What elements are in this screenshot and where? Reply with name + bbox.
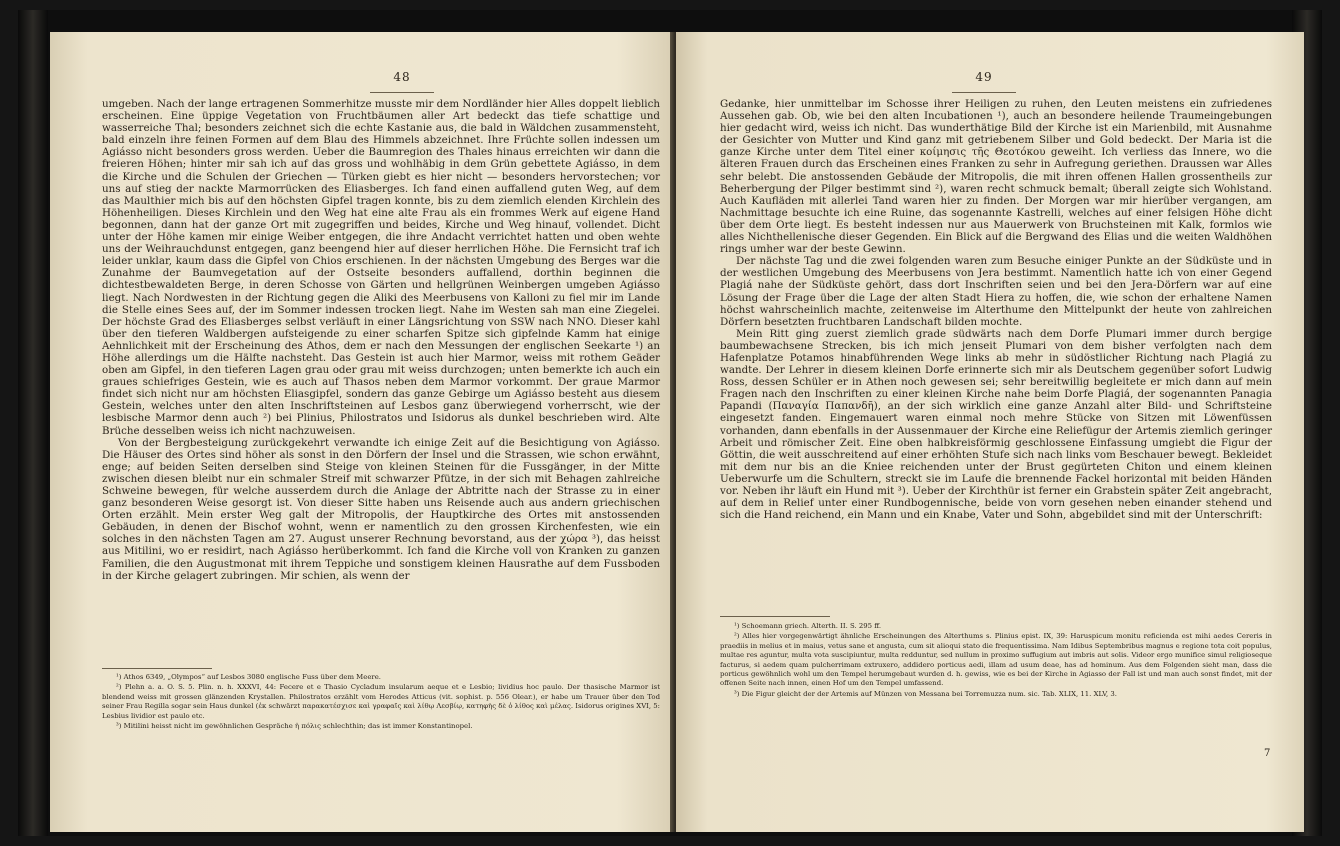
paragraph: Gedanke, hier unmittelbar im Schosse ihrer Heiligen zu ruhen, den Leuten meistens ein zufriedenes Aussehen gab. Ob, wie bei den alten Incubationen ¹), auch an besondere heilende Traumeingebungen hier gedacht wird, weiss ich nicht. Das wunderthätige Bild der Kirche ist ein Marienbild, mit Ausnahme der Gesichter von Mutter und Kind ganz mit getriebenem Silber und Gold bedeckt. Der Maria ist die ganze Kirche unter dem Titel einer κοίμησις τῆς Θεοτόκου geweiht. Ich verliess das Innere, wo die älteren Frauen durch das Erscheinen eines Franken zu sehr in Aufregung geriethen. Draussen war Alles sehr belebt. Die anstossenden Gebäude der Mitropolis, die mit ihren offenen Hallen grossentheils zur Beherbergung der Pilger bestimmt sind ²), waren recht schmuck bemalt; überall zeigte sich Wohlstand. Auch Kaufläden mit allerlei Tand waren hier zu finden. Der Morgen war mir hierüber vergangen, am Nachmittage besuchte ich eine Ruine, das sogenannte Kastrelli, welches auf einer felsigen Höhe dicht über dem Orte liegt. Es besteht indessen nur aus Mauerwerk von Bruchsteinen mit Kalk, formlos wie alles Nichthellenische dieser Gegenden. Ein Blick auf die Bergwand des Elias und die weiten Waldhöhen rings umher war der beste Gewinn.: [720, 98, 1272, 256]
body-text: [720, 98, 1272, 521]
page-number: 49: [975, 70, 993, 84]
footnotes: [720, 622, 1272, 700]
footnotes: [102, 673, 660, 732]
paragraph: Von der Bergbesteigung zurückgekehrt verwandte ich einige Zeit auf die Besichtigung von Agiásso. Die Häuser des Ortes sind höher als sonst in den Dörfern der Insel und die Strassen, wie schon erwähnt, enge; auf beiden Seiten derselben sind Steige von kleinen Steinen für die Fussgänger, in der Mitte zwischen diesen bleibt nur ein schmaler Streif mit schwarzer Pfütze, in der sich mit Behagen zahlreiche Schweine bewegen, für welche ausserdem durch die Anlage der Abtritte nach der Strasse zu in einer ganz besonderen Weise gesorgt ist. Von dieser Sitte haben uns Reisende auch aus andern griechischen Orten erzählt. Mein erster Weg galt der Mitropolis, der Hauptkirche des Ortes mit anstossenden Gebäuden, in denen der Bischof wohnt, wenn er namentlich zu den grossen Kirchenfesten, wie ein solches in den nächsten Tagen am 27. August unserer Rechnung bevorstand, aus der χώρα ³), das heisst aus Mitilini, wo er residirt, nach Agiásso herüberkommt. Ich fand die Kirche voll von Kranken zu ganzen Familien, die den Augustmonat mit ihrem Teppiche und sonstigem kleinen Hausrathe auf dem Fussboden in der Kirche gelagert zubringen. Mir schien, als wenn der: [102, 436, 660, 582]
book-spread: [18, 10, 1322, 836]
paragraph: Der nächste Tag und die zwei folgenden waren zum Besuche einiger Punkte an der Südküste und in der westlichen Umgebung des Meerbusens von Jera bestimmt. Namentlich hatte ich von einer Gegend Plagiá nahe der Südküste gehört, dass dort Inschriften seien und bei den Jera-Dörfern war auf eine Lösung der Frage über die Lage der alten Stadt Hiera zu hoffen, die, wie schon der erhaltene Namen höchst wahrscheinlich machte, zeitenweise im Alterthume den Mittelpunkt der heute von zahlreichen Dörfern besetzten fruchtbaren Landschaft bilden mochte.: [720, 255, 1272, 328]
footnote: ²) Plehn a. a. O. S. 5. Plin. n. h. XXXVI, 44: Fecere et e Thasio Cycladum insularum aeque et e Lesbio; lividius hoc paulo. Der thasische Marmor ist blendend weiss mit grossen glänzenden Krystallen. Philostratos erzählt vom Herodes Atticus (vit. sophist. p. 556 Olear.), er habe um Trauer über den Tod seiner Frau Regilla sogar sein Haus dunkel (ἐκ schwärzt παρακατέσχισε καὶ γραφαῖς καὶ λίθῳ Λεσβίῳ, κατηφὴς δὲ ὁ λίθος καὶ μέλας. Isidorus origines XVI, 5: Lesbius lividior est paulo etc.: [102, 683, 660, 720]
footnote: ²) Alles hier vorgegenwärtigt ähnliche Erscheinungen des Alterthums s. Plinius epist. IX, 39: Haruspicum monitu reficienda est mihi aedes Cereris in praediis in melius et in maius, vetus sane et angusta, cum sit alioqui stato die frequentissima. Nam Idibus Septembribus magnus e regione tota coit populus, multae res aguntur, multa vota suscipiuntur, multa redduntur, sed nullum in proximo suffugium aut imbris aut solis. Videor ergo munifice simul religioseque facturus, si aedem quam pulcherrimam extruxero, addidero porticus aedi, illam ad usum deae, has ad hominum. Aus dem Folgenden sieht man, dass die porticus gewöhnlich wohl um den Tempel herumgebaut wurden d. h. gewiss, wie es bei der Kirche in Agiasso der Fall ist und man auch sonst findet, mit der offenen Seite nach innen, einen Hof um den Tempel umfassend.: [720, 632, 1272, 688]
body-text: [102, 98, 660, 582]
paragraph: Mein Ritt ging zuerst ziemlich grade südwärts nach dem Dorfe Plumari immer durch bergige baumbewachsene Strecken, bis ich mich jenseit Plumari von dem bisher verfolgten nach dem Hafenplatze Potamos hinabführenden Wege links ab mehr in südöstlicher Richtung nach Plagiá zu wandte. Der Lehrer in diesem kleinen Dorfe erinnerte sich mir als Deutschem gegenüber sofort Ludwig Ross, dessen Schüler er in Athen noch gewesen sei; sehr bereitwillig begleitete er mich dann auf mein Fragen nach den Inschriften zu einer kleinen Kirche nahe beim Dorfe Plagiá, der sogenannten Panagia Papandi (Παναγία Παπανδῆ), an der sich wirklich eine ganze Anzahl alter Bild- und Schriftsteine eingesetzt fanden. Eingemauert waren einmal noch mehre Stücke von Sitzen mit Löwenfüssen vorhanden, dann ebenfalls in der Aussenmauer der Kirche eine Reliefügur der Artemis ziemlich geringer Arbeit und römischer Zeit. Eine oben halbkreisförmig geschlossene Einfassung umgiebt die Figur der Göttin, die weit ausschreitend auf einer erhöhten Stufe sich nach links vom Beschauer bewegt. Bekleidet mit dem nur bis an die Kniee reichenden unter der Brust gegürteten Chiton und einem kleinen Ueberwurfe um die Schultern, streckt sie im Laufe die brennende Fackel horizontal mit beiden Händen vor. Neben ihr läuft ein Hund mit ³). Ueber der Kirchthür ist ferner ein Grabstein später Zeit angebracht, auf dem in Relief unter einer Rundbogennische, beide von vorn gesehen neben einander stehend und sich die Hand reichend, ein Mann und ein Knabe, Vater und Sohn, abgebildet sind mit der Unterschrift:: [720, 327, 1272, 522]
footnote-rule: [102, 668, 212, 669]
paragraph: umgeben. Nach der lange ertragenen Sommerhitze musste mir dem Nordländer hier Alles doppelt lieblich erscheinen. Eine üppige Vegetation von Fruchtbäumen aller Art bedeckt das tiefe schattige und wasserreiche Thal; besonders zeichnet sich die echte Kastanie aus, die bald in Wäldchen zusammensteht, bald einzeln ihre feinen Formen auf dem Blau des Himmels abzeichnet. Ihre Früchte sollen indessen um Agiásso nicht besonders gross werden. Ueber die Baumregion des Thales hinaus erreichten wir dann die freieren Höhen; hinter mir sah ich auf das gross und wohlhäbig in dem Grün gebettete Agiásso, in dem die Kirche und die Schulen der Griechen — Türken giebt es hier nicht — besonders hervorstechen; vor uns auf stieg der nackte Marmorrücken des Eliasberges. Ich fand einen auffallend guten Weg, auf dem das Maulthier mich bis auf den höchsten Gipfel tragen konnte, bis zu dem ziemlich elenden Kirchlein des Höhenheiligen. Dieses Kirchlein und den Weg hat eine alte Frau als ein frommes Werk auf eigene Hand begonnen, dann hat der ganze Ort mit zugegriffen und beides, Kirche und Weg hinauf, vollendet. Dicht unter der Höhe kamen mir einige Weiber entgegen, die ihre Andacht verrichtet hatten und oben wehte uns der Weihrauchdunst entgegen, ganz beengend hier auf dieser herrlichen Höhe. Die Fernsicht traf ich leider unklar, kaum dass die Gipfel von Chios erschienen. In der nächsten Umgebung des Berges war die Zunahme der Baumvegetation auf der Ostseite besonders auffallend, dorthin beginnen die dichtestbewaldeten Berge, in deren Schosse von Gärten und hellgrünen Weinbergen umgeben Agiásso liegt. Nach Nordwesten in der Richtung gegen die Aliki des Meerbusens von Kalloni zu fiel mir im Lande die Stelle eines Sees auf, der im Sommer indessen trocken liegt. Nahe im Westen sah man eine Ziegelei. Der höchste Grad des Eliasberges selbst verläuft in einer Längsrichtung von SSW nach NNO. Dieser kahl über den tieferen Waldbergen aufsteigende zu einer scharfen Spitze sich gipfelnde Kamm hat einige Aehnlichkeit mit der Erscheinung des Athos, dem er nach den Messungen der englischen Seekarte ¹) an Höhe allerdings um die Hälfte nachsteht. Das Gestein ist auch hier Marmor, weiss mit rothem Geäder oben am Gipfel, in den tieferen Lagen grau oder grau mit weiss durchzogen; unten bemerkte ich auch ein graues schiefriges Gestein, wie es auch auf Thasos neben dem Marmor vorkommt. Der graue Marmor findet sich nicht nur am höchsten Eliasgipfel, sondern das ganze Gebirge um Agiásso besteht aus diesem Gestein, welches unter den alten Inschriftsteinen auf Lesbos ganz überwiegend vorherrscht, wie der lesbische Marmor denn auch ²) bei Plinius, Philostratos und Isidorus als dunkel beschrieben wird. Alte Brüche desselben weiss ich nicht nachzuweisen.: [102, 98, 660, 437]
right-page: [676, 32, 1304, 832]
footnote-rule: [720, 616, 830, 617]
book-edge-left: [18, 10, 48, 836]
page-number: 48: [393, 70, 411, 84]
footnote: ³) Mitilini heisst nicht im gewöhnlichen Gespräche ἡ πόλις schlechthin; das ist immer Konstantinopel.: [116, 722, 473, 731]
page-number-rule: [370, 92, 434, 93]
footnote: ¹) Athos 6349, „Olympos“ auf Lesbos 3080 englische Fuss über dem Meere.: [116, 673, 381, 681]
left-page: [50, 32, 680, 832]
footnote: ¹) Schoemann griech. Alterth. II. S. 295 ff.: [734, 622, 882, 630]
page-number-rule: [952, 92, 1016, 93]
footnote: ³) Die Figur gleicht der der Artemis auf Münzen von Messana bei Torremuzza num. sic. Tab. XLIX, 11. XLV, 3.: [734, 689, 1117, 698]
signature-mark: 7: [1264, 748, 1271, 759]
